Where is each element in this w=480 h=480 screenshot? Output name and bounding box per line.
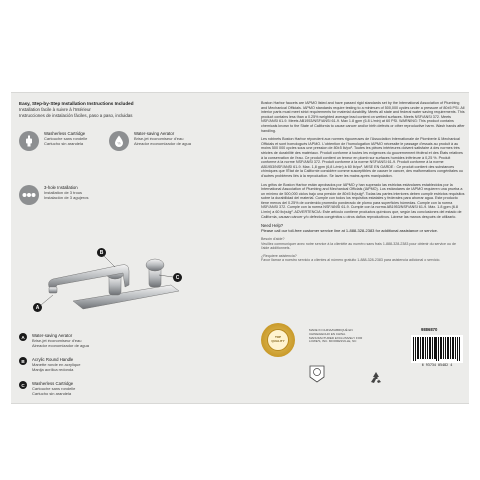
feature-title: 3-hole Installation: [44, 185, 78, 190]
right-column: [261, 101, 465, 401]
need-help-es-title: ¿Requiere asistencia?: [261, 253, 297, 258]
legend-letter: C: [19, 381, 27, 389]
legend-title: Washerless Cartridge: [32, 381, 74, 386]
callout-b: B: [97, 248, 106, 257]
feature-water-saving-aerator: [109, 131, 191, 151]
legend-letter: B: [19, 357, 27, 365]
feature-es: Aireador economizador de agua: [134, 141, 191, 147]
legend-letter: A: [19, 333, 27, 341]
need-help-fr-title: Besoin d'aide?: [261, 237, 285, 242]
legend-fr: Manette ronde en acrylique: [32, 362, 81, 368]
feature-fr: Installation de 3 trous: [44, 190, 83, 196]
legend-fr: Brise-jet économiseur d'eau: [32, 338, 82, 344]
footer: [261, 323, 465, 403]
heading-es: Instrucciones de instalación fáciles, paso a paso, incluidas: [19, 112, 133, 118]
need-help-title: Need Help?: [261, 223, 284, 229]
faucet-diagram: [33, 243, 183, 323]
left-column: [19, 101, 191, 401]
upc-digits: 6 93734 05482 4: [421, 363, 453, 367]
callout-c: C: [173, 273, 182, 282]
legend-item-a: [19, 333, 89, 348]
seal-text: TOP QUALITY: [267, 329, 289, 351]
water-drop-icon: [109, 131, 129, 151]
description-en: Boston Harbor faucets are IAPMO listed and have passed rigid standards set by the International Association of Plumbing and Mechanical Officials. IAPMO standards require testing to a minimum of 500,000 cycles under a pressure of 80±5 PSI. All interior parts must meet strict requirements for material durability. Meets all state and federal water saving requirements. This product contains less than a 0.25% weighted average lead content on wetted surfaces. Meets NSF/ANSI 372. Meets NSF/ANSI 61-9. Meets AB1953/NSF/ANSI 61-9. Max 1.8 gpm (6.8 L/min) at 60 PSI. WARNING: This product contains chemicals known to the State of California to cause cancer and/or birth defects or other reproductive harm. Wash hands after handling.: [261, 101, 465, 133]
heading-fr: Installation facile à suivre à l'Intérieur: [19, 107, 91, 112]
heading-en: Easy, Step-by-Step Installation Instructions Included: [19, 101, 134, 106]
recycle-icon: [369, 371, 383, 385]
feature-washerless-cartridge: [19, 131, 87, 151]
barcode-icon: [411, 335, 463, 363]
feature-title: Washerless Cartridge: [44, 131, 86, 136]
callout-a: A: [33, 303, 42, 312]
packaging-panel: [11, 92, 469, 404]
legend-es: Manija acrílica redonda: [32, 367, 74, 373]
made-in-text: MADE IN CHINA/FABRIQUÉ EN CHINE/HECHO EN CHINA. MANUFACTURED EXCLUSIVELY FOR LOWE'S, INC. MOORESVILLE, NC: [309, 328, 363, 344]
washer-icon: [19, 131, 39, 151]
quality-seal-icon: [261, 323, 295, 357]
need-help-fr-text: Veuillez communiquer avec notre service à la clientèle au numéro sans frais 1-888-328-2383 pour obtenir du service ou de l'aide additionnels.: [261, 241, 456, 251]
need-help-es-text: Favor llamar a nuestro servicio a clientes al número gratuito 1-888-328-2383 para asistencia adicional o servicio.: [261, 258, 441, 263]
need-help-text: Please call our toll-free customer service line at 1-888-328-2383 for additional assistance or service.: [261, 228, 438, 234]
feature-es: Cartucho sin arandela: [44, 141, 84, 147]
description-fr: Les robinets Boston Harbor répondent aux normes rigoureuses de l'Association Internationale de Plomberie & Mechanical Officials et sont homologués IAPMO. L'obtention de l'homologation IAPMO nécessite le passage d'essais au produit à au moins 500 000 cycles sous une pression de 80±5 lb/po². Toutes les pièces intérieures doivent satisfaire à des normes très strictes de durabilité des matériaux. Produit conforme à toutes les exigences du gouvernement fédéral et des États relatives à la conservation de l'eau. Ce produit contient un teneur en plomb sur surfaces humides inférieure à 0,25 %. Produit conforme à la norme NSF/ANSI 372. Produit conforme à la norme NSF/ANSI 61-9. Produit conforme à la norme AB1953/NSF/ANSI 61-9. Max. 1,8 gpm (6,8 L/min) à 60 lb/po². MISE EN GARDE : Ce produit contient des substances chimiques que l'État de la Californie considère comme susceptibles de causer le cancer, des malformations congénitales ou d'autres problèmes liés à la reproduction. Se laver les mains après manipulation.: [261, 137, 463, 178]
three-hole-icon: [19, 185, 39, 205]
legend-fr: Cartouche sans rondelle: [32, 386, 76, 392]
feature-fr: Brise-jet économiseur d'eau: [134, 136, 184, 142]
feature-three-hole-installation: [19, 185, 88, 205]
legend-title: Water-saving Aerator: [32, 333, 73, 338]
legend-es: Aireador economizador de agua: [32, 343, 89, 349]
legend-es: Cartucho sin arandela: [32, 391, 72, 397]
legend-item-b: [19, 357, 80, 372]
description-es: Los grifos de Boston Harbor están aprobados por IAPMO y han superado las estrictas estándares establecidos por la International Association of Plumbing and Mechanical Officials (IAPMO). Los estándares de IAPMO requieren una prueba a un mínimo de 500,000 ciclos bajo una presión de 80±5 lb/pulg². Todas las partes interiores deben cumplir estrictos requisitos sobre la durabilidad del material. Cumple con todos los requisitos estatales y federales para ahorrar agua. Este producto tiene menos del 0.25% de contenido promedio ponderado de plomo para superficies húmedas. Cumple con la norma NSF/ANSI 372. Cumple con la norma NSF/ANSI 61-9. Cumple con la norma AB1953/NSF/ANSI 61-9. Máx. 1.8 gpm (6.8 L/min) a 60 lb/pulg². ADVERTENCIA: Este artículo contiene productos químicos que, según las conclusiones del estado de California, causan cáncer y/o defectos congénitos u otros daños reproductivos. Lávese las manos después de utilizarlo.: [261, 182, 465, 219]
legend-item-c: [19, 381, 75, 396]
faucet-illustration: [33, 243, 183, 323]
certification-mark-icon: [309, 365, 325, 383]
feature-fr: Cartouche sans rondelle: [44, 136, 88, 142]
feature-title: Water-saving Aerator: [134, 131, 175, 136]
svg-text:%: %: [117, 141, 121, 146]
feature-es: Instalación de 3 agujeros: [44, 195, 89, 201]
sku-number: 9886870: [421, 327, 438, 332]
legend-title: Acrylic Round Handle: [32, 357, 74, 362]
